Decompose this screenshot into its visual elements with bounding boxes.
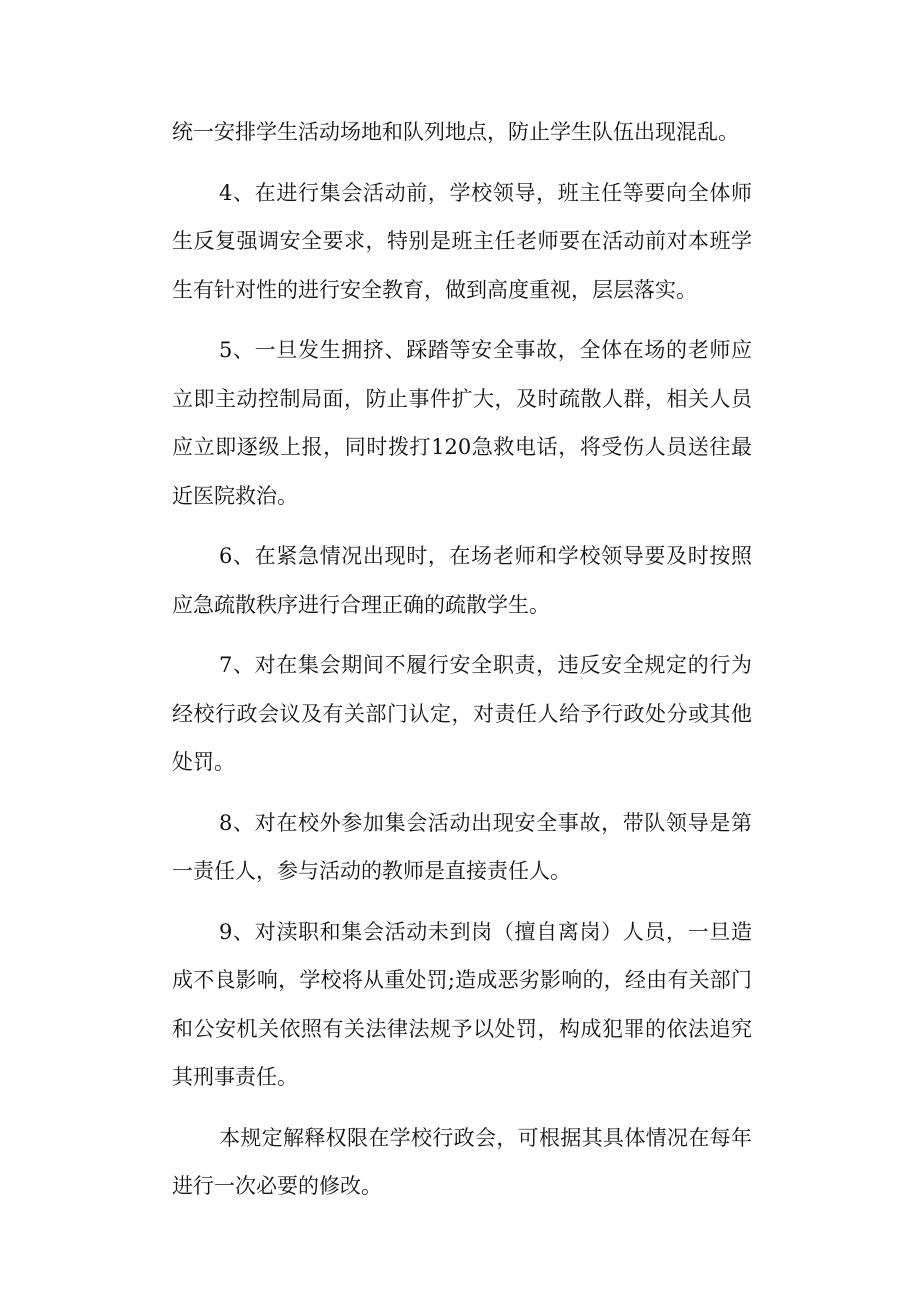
- paragraph-item-9: 9、对渎职和集会活动未到岗（擅自离岗）人员，一旦造成不良影响，学校将从重处罚;造成恶劣影响的，经由有关部门和公安机关依照有关法律法规予以处罚，构成犯罪的依法追究其刑事责任。: [172, 919, 752, 1089]
- paragraph-item-4: 4、在进行集会活动前，学校领导，班主任等要向全体师生反复强调安全要求，特别是班主任老师要在活动前对本班学生有针对性的进行安全教育，做到高度重视，层层落实。: [172, 180, 752, 302]
- paragraph-item-7: 7、对在集会期间不履行安全职责，违反安全规定的行为经校行政会议及有关部门认定，对责任人给予行政处分或其他处罚。: [172, 653, 752, 774]
- paragraph-closing: 本规定解释权限在学校行政会，可根据其具体情况在每年进行一次必要的修改。: [172, 1125, 752, 1198]
- document-body: [172, 108, 752, 1223]
- paragraph-item-5: 5、一旦发生拥挤、踩踏等安全事故，全体在场的老师应立即主动控制局面，防止事件扩大，及时疏散人群，相关人员应立即逐级上报，同时拨打120急救电话，将受伤人员送往最近医院救治。: [172, 338, 752, 508]
- paragraph-continuation: 统一安排学生活动场地和队列地点，防止学生队伍出现混乱。: [172, 120, 739, 144]
- paragraph-item-6: 6、在紧急情况出现时，在场老师和学校领导要及时按照应急疏散秩序进行合理正确的疏散学生。: [172, 544, 752, 617]
- paragraph-item-8: 8、对在校外参加集会活动出现安全事故，带队领导是第一责任人，参与活动的教师是直接责任人。: [172, 810, 752, 883]
